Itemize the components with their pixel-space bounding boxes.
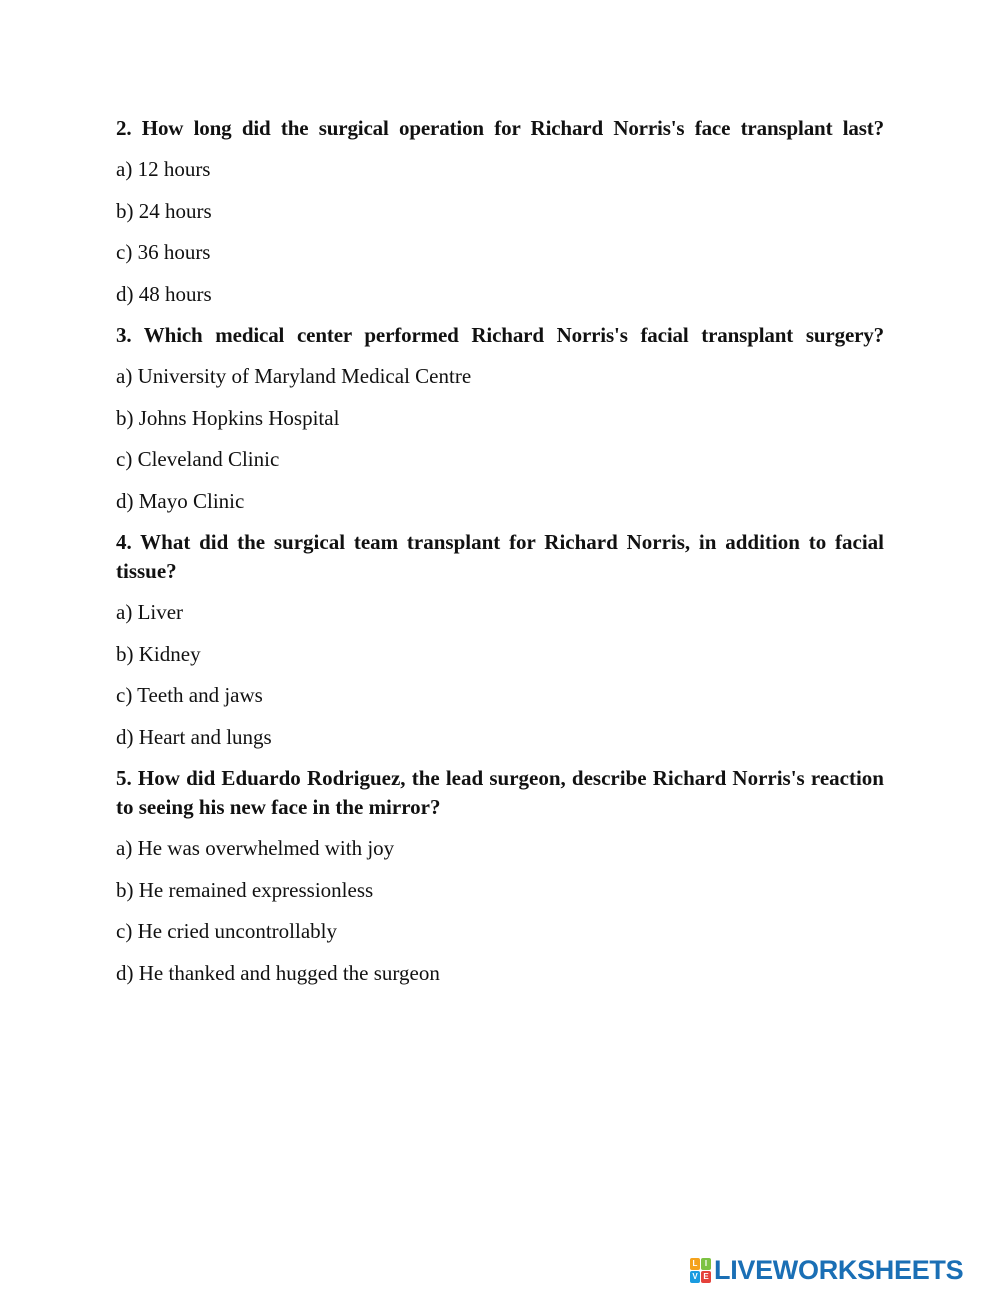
answer-option[interactable]: b) Johns Hopkins Hospital <box>116 405 340 430</box>
answer-option[interactable]: a) Liver <box>116 600 184 624</box>
question-prompt: 3. Which medical center performed Richard Norris's facial transplant surgery? <box>116 323 884 347</box>
question-prompt: 5. How did Eduardo Rodriguez, the lead surgeon, describe Richard Norris's reaction to seeing his new face in the mirror? <box>116 766 884 819</box>
question-prompt: 4. What did the surgical team transplant for Richard Norris, in addition to facial tissue? <box>116 530 884 583</box>
answer-option[interactable]: c) Cleveland Clinic <box>116 447 280 471</box>
question-prompt: 2. How long did the surgical operation for Richard Norris's face transplant last? <box>116 116 884 140</box>
answer-option[interactable]: d) Mayo Clinic <box>116 488 245 513</box>
logo-mark-icon <box>690 1258 711 1283</box>
question-block-3 <box>116 321 884 516</box>
answer-option[interactable]: c) 36 hours <box>116 240 211 264</box>
answer-option[interactable]: a) He was overwhelmed with joy <box>116 836 395 860</box>
worksheet-page <box>116 114 884 1000</box>
question-block-2 <box>116 114 884 309</box>
logo-text: LIVEWORKSHEETS <box>714 1255 964 1285</box>
answer-option[interactable]: d) He thanked and hugged the surgeon <box>116 960 440 985</box>
answer-option[interactable]: d) 48 hours <box>116 281 212 306</box>
answer-option[interactable]: c) He cried uncontrollably <box>116 919 337 943</box>
logo-mark-letter: L <box>690 1258 700 1270</box>
logo-mark-letter: I <box>701 1258 711 1270</box>
logo-mark-letter: E <box>701 1271 711 1283</box>
answer-option[interactable]: b) He remained expressionless <box>116 877 374 902</box>
answer-option[interactable]: a) University of Maryland Medical Centre <box>116 364 472 388</box>
answer-option[interactable]: a) 12 hours <box>116 157 211 181</box>
question-block-5 <box>116 764 884 988</box>
logo-mark-letter: V <box>690 1271 700 1283</box>
answer-option[interactable]: b) 24 hours <box>116 198 212 223</box>
answer-option[interactable]: c) Teeth and jaws <box>116 683 263 707</box>
question-block-4 <box>116 528 884 752</box>
liveworksheets-logo <box>690 1254 990 1286</box>
answer-option[interactable]: b) Kidney <box>116 641 201 666</box>
answer-option[interactable]: d) Heart and lungs <box>116 724 272 749</box>
